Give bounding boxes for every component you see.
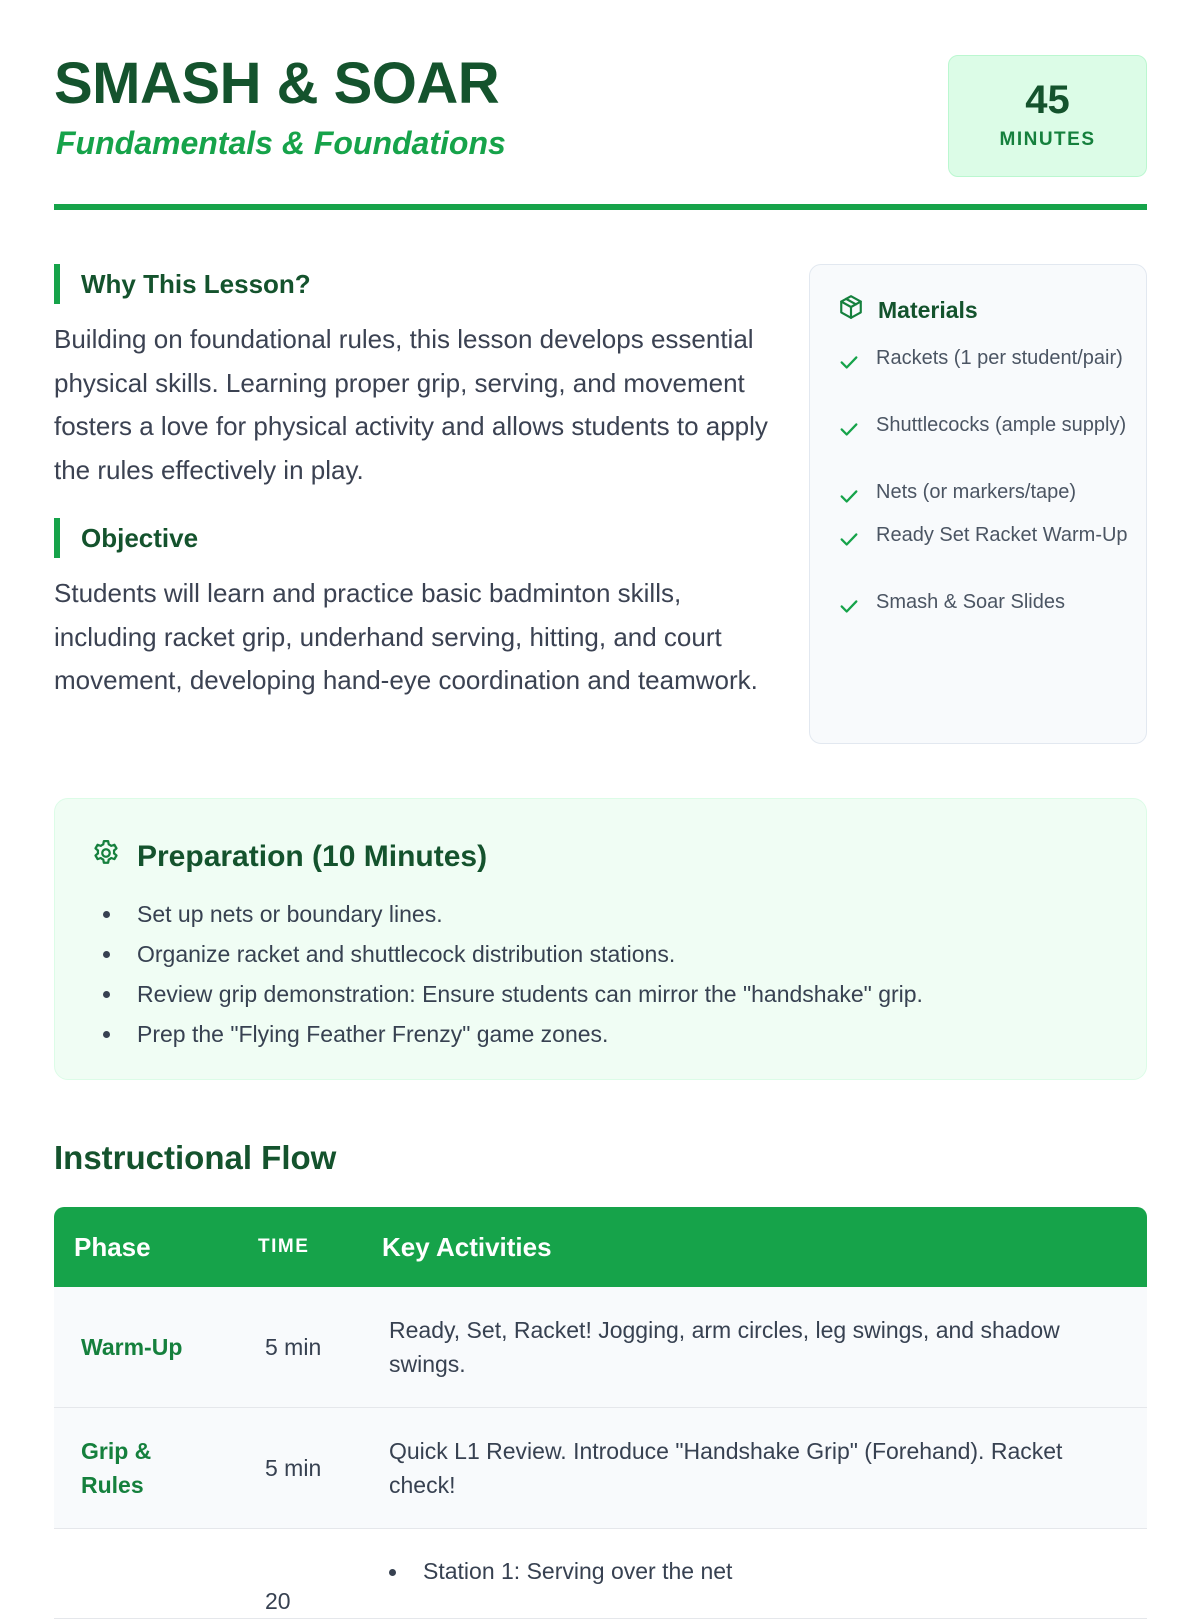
header-divider	[54, 204, 1147, 210]
column-header-activities: Key Activities	[382, 1232, 552, 1262]
lesson-plan-page	[54, 0, 1147, 1614]
column-header-phase: Phase	[74, 1232, 151, 1262]
gear-icon	[91, 838, 137, 876]
table-row	[54, 1408, 1147, 1529]
materials-item	[838, 412, 1128, 440]
check-icon	[838, 418, 860, 440]
materials-item	[838, 522, 1128, 550]
list-item: Organize racket and shuttlecock distribution stations.	[103, 934, 1103, 974]
duration-value: 45	[1025, 78, 1070, 122]
objective-heading: Objective	[54, 518, 198, 558]
objective-body: Students will learn and practice basic badminton skills, including racket grip, underhand serving, hitting, and court movement, developing hand-eye coordination and teamwork.	[54, 578, 758, 695]
box-icon	[838, 294, 878, 326]
activities-list	[389, 1554, 1119, 1588]
materials-item	[838, 589, 1128, 617]
materials-item-label: Nets (or markers/tape)	[876, 481, 1077, 503]
phase-cell: Grip & Rules	[81, 1438, 152, 1498]
preparation-card	[54, 798, 1147, 1080]
preparation-list	[103, 894, 1103, 1054]
materials-header	[838, 295, 978, 325]
instructional-flow-title: Instructional Flow	[54, 1139, 337, 1176]
activities-cell: Ready, Set, Racket! Jogging, arm circles, leg swings, and shadow swings.	[389, 1317, 1060, 1377]
why-body: Building on foundational rules, this lesson develops essential physical skills. Learning proper grip, serving, and movement fosters a love for physical activity and allows students to apply the rules effectively in play.	[54, 324, 768, 485]
activities-cell: Quick L1 Review. Introduce "Handshake Grip" (Forehand). Racket check!	[389, 1438, 1063, 1498]
phase-cell: Warm-Up	[81, 1334, 183, 1360]
materials-item-label: Shuttlecocks (ample supply)	[876, 414, 1127, 436]
materials-title: Materials	[878, 296, 978, 323]
check-icon	[838, 485, 860, 507]
column-header-time: TIME	[258, 1236, 310, 1257]
instructional-flow-table	[54, 1207, 1147, 1619]
check-icon	[838, 528, 860, 550]
list-item: Station 1: Serving over the net	[389, 1554, 1119, 1588]
table-row	[54, 1529, 1147, 1619]
preparation-header	[91, 837, 487, 877]
check-icon	[838, 351, 860, 373]
lesson-header	[54, 51, 1147, 210]
list-item: Prep the "Flying Feather Frenzy" game zones.	[103, 1014, 1103, 1054]
duration-badge	[948, 55, 1147, 177]
materials-item	[838, 479, 1128, 507]
list-item: Set up nets or boundary lines.	[103, 894, 1103, 934]
duration-unit: MINUTES	[999, 129, 1096, 150]
time-cell: 5 min	[265, 1455, 322, 1481]
materials-item	[838, 345, 1128, 373]
table-row	[54, 1287, 1147, 1408]
time-cell: 20	[265, 1588, 291, 1614]
why-heading: Why This Lesson?	[54, 264, 311, 304]
materials-item-label: Rackets (1 per student/pair)	[876, 347, 1123, 369]
materials-item-label: Ready Set Racket Warm-Up	[876, 524, 1128, 546]
materials-item-label: Smash & Soar Slides	[876, 591, 1065, 613]
check-icon	[838, 595, 860, 617]
list-item: Review grip demonstration: Ensure students can mirror the "handshake" grip.	[103, 974, 1103, 1014]
preparation-title: Preparation (10 Minutes)	[137, 840, 488, 873]
table-header	[54, 1207, 1147, 1287]
materials-card	[809, 264, 1147, 744]
lesson-subtitle: Fundamentals & Foundations	[56, 125, 506, 161]
lesson-title: SMASH & SOAR	[54, 51, 500, 116]
time-cell: 5 min	[265, 1334, 322, 1360]
